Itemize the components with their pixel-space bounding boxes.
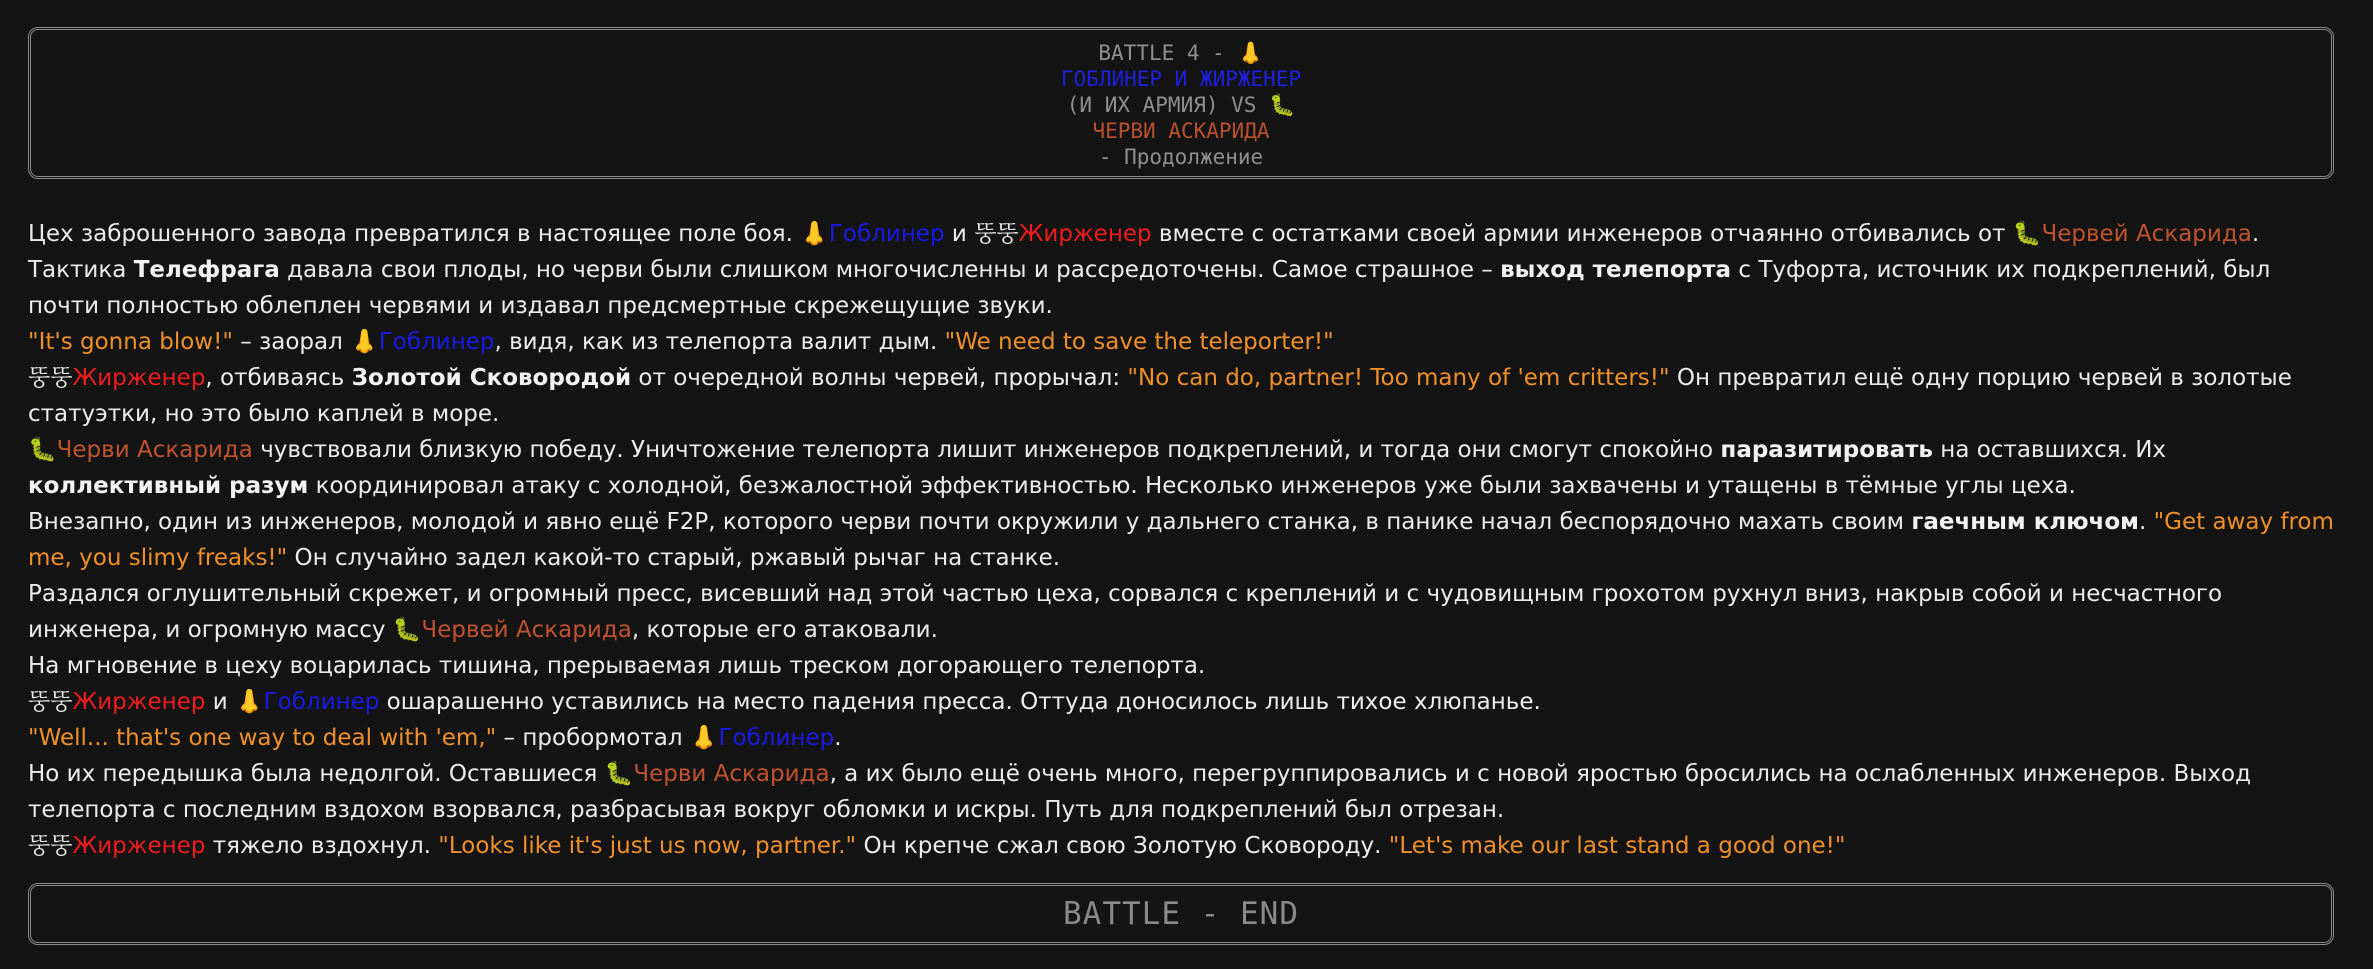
story-paragraph <box>28 684 2338 720</box>
story-paragraph <box>28 324 2338 360</box>
zhirzhener-icon: 뚱뚱 <box>28 833 73 859</box>
worm-icon: 🐛 <box>28 437 57 463</box>
text: координировал атаку с холодной, безжалостной эффективностью. Несколько инженеров уже были захвачены и утащены в тёмные углы цеха. <box>308 473 2076 499</box>
text: и <box>944 221 975 247</box>
team-two-name: ЧЕРВИ АСКАРИДА <box>1092 119 1270 143</box>
worm-icon: 🐛 <box>392 617 422 643</box>
bold-term: Золотой Сковородой <box>351 365 632 391</box>
zhirzhener-icon: 뚱뚱 <box>974 221 1019 247</box>
text: Он крепче сжал свою Золотую Сковороду. <box>856 833 1389 859</box>
text: от очередной волны червей, прорычал: <box>631 365 1128 391</box>
quote: "Looks like it's just us now, partner." <box>438 833 857 859</box>
story-paragraph <box>28 720 2338 756</box>
text: ошарашенно уставились на место падения пресса. Оттуда доносилось лишь тихое хлюпанье. <box>379 689 1541 715</box>
zhirzhener-name: Жирженер <box>1018 221 1152 247</box>
bold-term: Телефрага <box>133 257 280 283</box>
story-paragraph <box>28 216 2338 324</box>
text: , видя, как из телепорта валит дым. <box>494 329 945 355</box>
nose-icon: 👃 <box>689 725 719 751</box>
bold-term: паразитировать <box>1720 437 1933 463</box>
battle-end-box <box>28 883 2334 945</box>
text: Раздался оглушительный скрежет, и огромный пресс, висевший над этой частью цеха, сорвался с креплений и с чудовищным грохотом рухнул вниз, накрыв собой и несчастного инженера, и огромную массу <box>28 581 2223 643</box>
gobliner-name: Гоблинер <box>828 221 945 247</box>
zhirzhener-icon: 뚱뚱 <box>28 365 73 391</box>
quote: "We need to save the teleporter!" <box>944 329 1334 355</box>
quote: "Get away from me, you slimy freaks!" <box>28 509 2334 571</box>
gobliner-name: Гоблинер <box>263 689 380 715</box>
quote: "No can do, partner! Too many of 'em critters!" <box>1127 365 1670 391</box>
bold-term: гаечным ключом <box>1911 509 2139 535</box>
text: Цех заброшенного завода превратился в настоящее поле боя. <box>28 221 801 247</box>
worms-name: Червей Аскарида <box>421 617 632 643</box>
text: Но их передышка была недолгой. Оставшиеся <box>28 761 605 787</box>
text: Он случайно задел какой-то старый, ржавый рычаг на станке. <box>287 545 1061 571</box>
battle-title: BATTLE 4 - 👃 <box>1098 41 1264 65</box>
continuation-label: - Продолжение <box>1098 145 1264 169</box>
team-one-name: ГОБЛИНЕР И ЖИРЖЕНЕР <box>1060 67 1302 91</box>
text: с Туфорта, источник их подкреплений, был почти полностью облеплен червями и издавал предсмертные скрежещущие звуки. <box>28 257 2271 319</box>
nose-icon: 👃 <box>235 689 264 715</box>
bold-term: коллективный разум <box>28 473 309 499</box>
text: тяжело вздохнул. <box>205 833 439 859</box>
worms-name: Черви Аскарида <box>56 437 253 463</box>
worm-icon: 🐛 <box>604 761 634 787</box>
text: – заорал <box>232 329 351 355</box>
story-paragraph <box>28 432 2338 504</box>
quote: "Well... that's one way to deal with 'em," <box>28 725 497 751</box>
worms-name: Черви Аскарида <box>633 761 830 787</box>
text: , а их было ещё очень много, перегруппировались и с новой яростью бросились на ослабленных инженеров. Выход телепорта с последним вздохом взорвался, разбрасывая вокруг обломки и искры. Путь для подкреплений был отрезан. <box>28 761 2252 823</box>
gobliner-name: Гоблинер <box>718 725 835 751</box>
text: . <box>2138 509 2154 535</box>
text: и <box>205 689 235 715</box>
versus-line: (И ИХ АРМИЯ) VS 🐛 <box>1066 93 1296 117</box>
story-paragraph <box>28 504 2338 576</box>
text: Он превратил ещё одну порцию червей в золотые статуэтки, но это было каплей в море. <box>28 365 2292 427</box>
story-paragraph <box>28 576 2338 648</box>
zhirzhener-icon: 뚱뚱 <box>28 689 73 715</box>
text: – пробормотал <box>496 725 690 751</box>
bold-term: выход телепорта <box>1500 257 1732 283</box>
text: на оставшихся. Их <box>1932 437 2167 463</box>
story-paragraph <box>28 648 2338 684</box>
battle-story <box>28 216 2338 864</box>
text: давала свои плоды, но черви были слишком многочисленны и рассредоточены. Самое страшное – <box>279 257 1501 283</box>
zhirzhener-name: Жирженер <box>72 365 206 391</box>
worm-icon: 🐛 <box>2012 221 2042 247</box>
story-paragraph <box>28 360 2338 432</box>
text: Внезапно, один из инженеров, молодой и явно ещё F2P, которого черви почти окружили у дальнего станка, в панике начал беспорядочно махать своим <box>28 509 1912 535</box>
battle-end-label: BATTLE - END <box>1063 896 1299 932</box>
quote: "It's gonna blow!" <box>28 329 233 355</box>
text: вместе с остатками своей армии инженеров отчаянно отбивались от <box>1151 221 2013 247</box>
battle-header-box <box>28 27 2334 179</box>
worms-name: Червей Аскарида <box>2041 221 2252 247</box>
text: , которые его атаковали. <box>631 617 938 643</box>
text: На мгновение в цеху воцарилась тишина, прерываемая лишь треском догорающего телепорта. <box>28 653 1206 679</box>
quote: "Let's make our last stand a good one!" <box>1388 833 1846 859</box>
text: . Тактика <box>28 221 2260 283</box>
text: , отбиваясь <box>205 365 352 391</box>
nose-icon: 👃 <box>800 221 829 247</box>
zhirzhener-name: Жирженер <box>72 689 206 715</box>
story-paragraph <box>28 828 2338 864</box>
gobliner-name: Гоблинер <box>378 329 495 355</box>
text: . <box>834 725 842 751</box>
nose-icon: 👃 <box>350 329 379 355</box>
text: чувствовали близкую победу. Уничтожение телепорта лишит инженеров подкреплений, и тогда они смогут спокойно <box>252 437 1721 463</box>
story-paragraph <box>28 756 2338 828</box>
zhirzhener-name: Жирженер <box>72 833 206 859</box>
